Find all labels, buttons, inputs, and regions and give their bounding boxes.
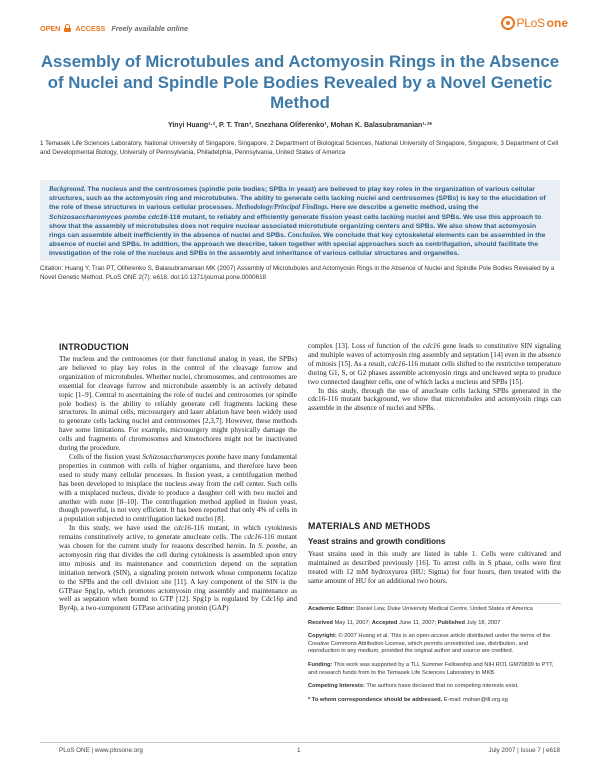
footer-issue: July 2007 | Issue 7 | e618 — [488, 747, 560, 754]
plos-one-logo: PLoS one — [501, 16, 569, 30]
freely-available-label: Freely available online — [111, 23, 189, 33]
abstract-background-text: The nucleus and the centrosomes (spindle pole bodies; SPBs in yeast) are believed to play key roles in the organization of various cellular structures, such as the actomyosin ring and microtubules. The ability to generate cells lacking nuclei and centrosomes (SPBs) is key to the elucidation of the role of these structures in various cellular processes. — [49, 186, 546, 212]
abstract: Background. The nucleus and the centrosomes (spindle pole bodies; SPBs in yeast) are believed to play key roles in the organization of various cellular structures, such as the actomyosin ring and microtubules. The ability to generate cells lacking nuclei and centrosomes (SPBs) is key to the elucidation of the role of these structures in various cellular processes. Methodology/Principal Findings. Here we describe a genetic method, using the Schizosaccharomyces pombe cdc16-116 mutant, to reliably and efficiently generate fission yeast cells lacking nuclei and SPBs. We use this approach to show that the assembly of microtubules does not require nuclear associated microtubule organizing centers and SPBs. We also show that actomyosin rings can assemble albeit inefficiently in the absence of nuclei and SPBs. Conclusion. We conclude that key cytoskeletal elements can be assembled in the absence of nuclei and SPBs. In addition, the approach we describe, taken together with special approaches such as centrifugation, should facilitate the investigation of the role of the nucleus and SPBs in the assembly and inheritance of various cellular structures and organelles. — [40, 180, 560, 261]
copyright: Copyright: © 2007 Huang et al. This is an open-access article distributed under the terms of the Creative Commons Attribution License, which permits unrestricted use, distribution, and reproduction in any medium, provided the original author and source are credited. — [308, 633, 551, 655]
article-notes — [308, 606, 561, 710]
page-number: 1 — [297, 747, 301, 754]
right-column-body — [308, 342, 561, 413]
introduction-body — [59, 355, 297, 613]
email-link[interactable]: E-mail: mohan@tll.org.sg — [442, 696, 508, 703]
citation: Citation: Huang Y, Tran PT, Oliferenko S, Balasubramanian MK (2007) Assembly of Microtubules and Actomyosin Rings in the Absence of Nuclei and Spindle Pole Bodies Revealed by a Novel Genetic Method. PLoS ONE 2(7): e618. doi:10.1371/journal.pone.0000618 — [40, 265, 555, 281]
open-lock-icon — [64, 24, 71, 32]
paragraph: Yeast strains used in this study are listed in table 1. Cells were cultivated and maintained as described previously [16]. To arrest cells in S phase, cells were first treated with 12 mM hydroxyurea (HU; Sigma) for four hours, then treated with the same amount of HU for an additional two hours. — [308, 550, 561, 585]
article-title: Assembly of Microtubules and Actomyosin Rings in the Absence of Nuclei and Spindle Pole Bodies Revealed by a Novel Genetic Method — [40, 52, 560, 112]
open-access-banner — [40, 22, 188, 34]
affiliations: 1 Temasek Life Sciences Laboratory, National University of Singapore, Singapore, 2 Department of Biological Sciences, National University of Singapore, Singapore, 3 Department of Cell and Developmental Biology, University of Pennsylvania, Philadelphia, Pennsylvania, United States of America — [40, 140, 559, 156]
footer-journal[interactable]: PLoS ONE | www.plosone.org — [59, 747, 143, 754]
paragraph: The nucleus and the centrosomes (or their functional analog in yeast, the SPBs) are believed to play key roles in the control of the cleavage furrow and organization of microtubules. Whether nuclei, chromosomes, and centrosomes are essential for cleavage furrow and microtubule assembly is an actively debated topic [1–9]. Central to ascertaining the role of nuclei and centrosomes (or spindle pole bodies) is the ability to reliably generate cell fragments lacking these structures. In animal cells, microsurgery and laser ablation have been widely used to generate cells lacking nuclei and centrosomes [2,3,7]. However, these methods have some limitations. For example, microsurgery might physically damage the cells and fragments of chromosomes and kinetochores might not be inactivated during the procedure. — [59, 355, 297, 453]
dates: Received May 11, 2007; Accepted June 11, 2007; Published July 18, 2007 — [308, 619, 501, 626]
paragraph: In this study, through the use of anucleate cells lacking SPBs generated in the cdc16-116 mutant background, we show that microtubules and actomyosin rings can assemble in the absence of nuclei and SPBs. — [308, 386, 561, 413]
abstract-conclusion-label: Conclusion. — [287, 232, 322, 240]
introduction-heading: INTRODUCTION — [59, 342, 129, 352]
competing-interests: Competing Interests: The authors have declared that no competing interests exist. — [308, 683, 519, 690]
access-label: ACCESS — [75, 23, 106, 33]
academic-editor: Academic Editor: Daniel Lew, Duke University Medical Centre, United States of America — [308, 606, 533, 612]
notes-divider — [308, 603, 561, 604]
funding: Funding: This work was supported by a TLL Summer Fellowship and NIH RO1 GM70899 to PTT, and research funds from to the Temasek Life Sciences Laboratory to MKB. — [308, 661, 554, 676]
author-list: Yinyi Huang¹·², P. T. Tran³, Snezhana Oliferenko¹, Mohan K. Balasubramanian¹·²* — [167, 122, 433, 129]
plos-logo-icon — [501, 16, 515, 30]
abstract-background-label: Background. — [49, 186, 86, 193]
paragraph: complex [13]. Loss of function of the cdc16 gene leads to constitutive SIN signaling and multiple waves of actomyosin ring assembly and septation [14] even in the absence of mitosis [15]. As a result, cdc16-116 mutant cells shifted to the restrictive temperature during G1, S, or G2 phases assemble actomyosin rings and uncleaved septa to produce two connected daughter cells, one of which lacks a nucleus and SPBs [15]. — [308, 342, 562, 386]
materials-methods-heading: MATERIALS AND METHODS — [308, 521, 431, 531]
paragraph: Cells of the fission yeast Schizosaccharomyces pombe have many fundamental properties in common with cells of higher organisms, and therefore have been used to study many cellular processes. In fission yeast, a centrifugation method has been developed to misplace the nucleus away from the cell center. Such cells with a misplaced nucleus, divide to produce a daughter cell with two nuclei and another with none [8–10]. The centrifugation method applied in fission yeast, though powerful, is not very efficient. It has been reported that only 4% of cells in a population subjected to centrifugation lacked nuclei [8]. — [59, 452, 297, 524]
yeast-strains-body — [308, 550, 561, 586]
paragraph: In this study, we have used the cdc16-116 mutant, in which cytokinesis remains constitutively active, to generate anucleate cells. The cdc16-116 mutant was chosen for the current study for reasons described herein. In S. pombe, an actomyosin ring that divides the cell during cytokinesis is assembled upon entry into mitosis and its maintenance and constriction depend on the septation initiation network (SIN), a signaling protein network whose components localize to the SPBs and the cell division site [11]. A key component of the SIN is the GTPase Spg1p, which promotes actomyosin ring assembly and maintenance as well as septation when bound to GTP [12]. Spg1p is regulated by Cdc16p and Byr4p, a two-component GTPase activating protein (GAP) — [59, 524, 297, 613]
footer-divider — [40, 742, 560, 743]
correspondence: * To whom correspondence should be addressed. E-mail: mohan@tll.org.sg — [308, 696, 508, 703]
open-label: OPEN — [40, 23, 61, 33]
abstract-methods-label: Methodology/Principal Findings. — [235, 204, 329, 212]
yeast-strains-heading: Yeast strains and growth conditions — [308, 537, 446, 546]
